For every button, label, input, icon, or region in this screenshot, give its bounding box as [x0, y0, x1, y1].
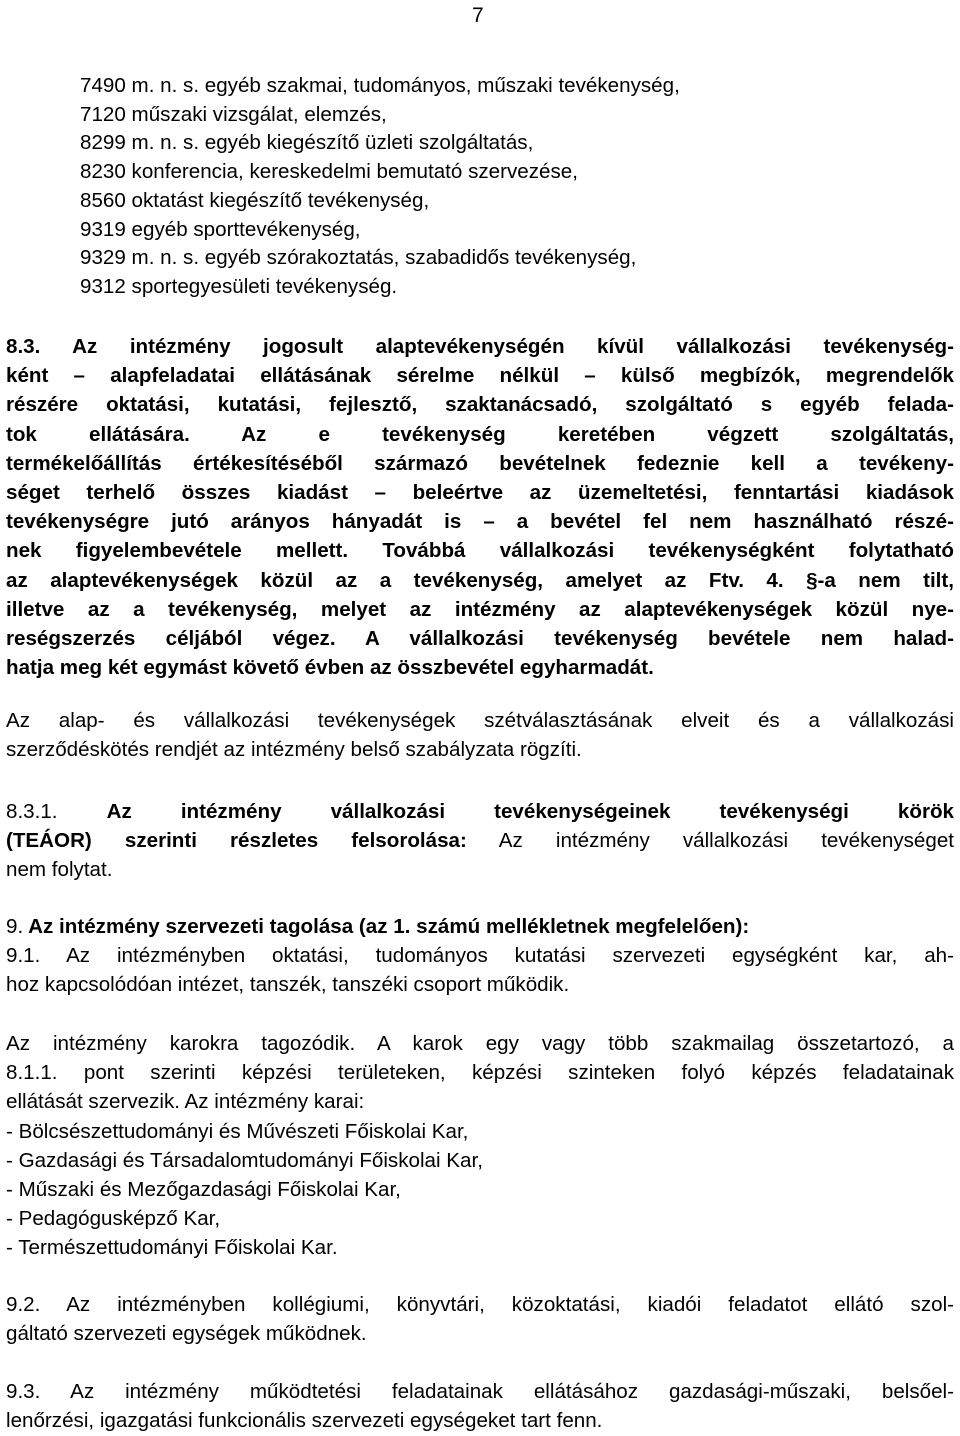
code-list-item: 7120 műszaki vizsgálat, elemzés,	[80, 102, 387, 126]
section-8-3-line: az alaptevékenységek közül az a tevékenység, amelyet az Ftv. 4. §-a nem tilt,	[6, 568, 954, 592]
section-8-3	[6, 332, 954, 682]
section-8-3-1-line-3: nem folytat.	[6, 858, 113, 882]
code-list-item: 8230 konferencia, kereskedelmi bemutató szervezése,	[80, 160, 578, 184]
section-8-3-1-line-1	[6, 797, 954, 826]
section-9-title: Az intézmény szervezeti tagolása (az 1. számú mellékletnek megfelelően):	[23, 915, 750, 938]
faculties-intro	[6, 1029, 954, 1263]
section-9-3-line: 9.3. Az intézmény működtetési feladatainak ellátásához gazdasági-műszaki, belsőel-	[6, 1380, 954, 1403]
section-9-1-line: hoz kapcsolódóan intézet, tanszék, tanszéki csoport működik.	[6, 973, 570, 997]
section-8-3-1	[6, 797, 954, 885]
section-8-3-1-text: Az intézmény vállalkozási tevékenységet	[466, 829, 954, 853]
section-8-3-line: ként – alapfeladatai ellátásának sérelme nélkül – külső megbízók, megrendelők	[6, 364, 954, 388]
section-9-2	[6, 1290, 954, 1348]
section-8-3-line: tok ellátására. Az e tevékenység keretében végzett szolgáltatás,	[6, 422, 954, 446]
code-list	[80, 72, 940, 302]
section-9-heading	[6, 912, 954, 941]
section-8-3-line: séget terhelő összes kiadást – beleértve az üzemeltetési, fenntartási kiadások	[6, 481, 954, 505]
code-list-item: 9329 m. n. s. egyéb szórakoztatás, szabadidős tevékenység,	[80, 246, 637, 270]
section-8-3-line-1	[6, 332, 954, 361]
code-list-item: 9319 egyéb sporttevékenység,	[80, 217, 361, 241]
section-8-3-line: részére oktatási, kutatási, fejlesztő, szaktanácsadó, szolgáltató s egyéb felada-	[6, 393, 954, 417]
faculty-item: - Pedagógusképző Kar,	[6, 1207, 221, 1231]
section-8-3-text: Az intézmény jogosult alaptevékenységén kívül vállalkozási tevékenység-	[72, 335, 954, 358]
section-8-3-1-title-cont: (TEÁOR) szerinti részletes felsorolása:	[6, 829, 467, 853]
section-8-3-line: reségszerzés céljából végez. A vállalkozási tevékenység bevétele nem halad-	[6, 627, 954, 651]
section-8-3-line: termékelőállítás értékesítéséből származó bevételnek fedeznie kell a tevékeny-	[6, 451, 954, 475]
faculty-item: - Bölcsészettudományi és Művészeti Főiskolai Kar,	[6, 1119, 469, 1143]
section-8-3-1-number: 8.3.1.	[6, 800, 58, 823]
faculties-intro-line: 8.1.1. pont szerinti képzési területeken, képzési szinteken folyó képzés feladatainak	[6, 1061, 954, 1085]
section-8-3-line: illetve az a tevékenység, melyet az intézmény az alaptevékenységek közül nye-	[6, 597, 954, 621]
page-number: 7	[472, 4, 484, 27]
section-9-2-line: 9.2. Az intézményben kollégiumi, könyvtári, közoktatási, kiadói feladatot ellátó szol-	[6, 1293, 954, 1316]
code-list-item: 8299 m. n. s. egyéb kiegészítő üzleti szolgáltatás,	[80, 131, 534, 155]
faculty-item: - Műszaki és Mezőgazdasági Főiskolai Kar,	[6, 1178, 401, 1202]
faculty-item: - Gazdasági és Társadalomtudományi Főiskolai Kar,	[6, 1148, 483, 1172]
section-8-3-line: nek figyelembevétele mellett. Továbbá vállalkozási tevékenységként folytatható	[6, 539, 954, 563]
section-8-3-line: tevékenységre jutó arányos hányadát is – a bevétel fel nem használható részé-	[6, 510, 954, 534]
section-9-2-line: gáltató szervezeti egységek működnek.	[6, 1322, 367, 1346]
faculties-intro-line: ellátását szervezik. Az intézmény karai:	[6, 1090, 365, 1114]
faculties-intro-line: Az intézmény karokra tagozódik. A karok egy vagy több szakmailag összetartozó, a	[6, 1032, 954, 1055]
code-list-item: 8560 oktatást kiegészítő tevékenység,	[80, 188, 430, 212]
code-list-item: 7490 m. n. s. egyéb szakmai, tudományos, műszaki tevékenység,	[80, 74, 680, 97]
separation-line: szerződéskötés rendjét az intézmény belső szabályzata rögzíti.	[6, 738, 582, 762]
code-list-item: 9312 sportegyesületi tevékenység.	[80, 274, 398, 298]
faculty-item: - Természettudományi Főiskolai Kar.	[6, 1236, 338, 1260]
section-8-3-line: hatja meg két egymást követő évben az összbevétel egyharmadát.	[6, 656, 654, 680]
section-8-3-1-line-2	[6, 826, 954, 855]
section-8-3-1-title: Az intézmény vállalkozási tevékenységeinek tevékenységi körök	[106, 800, 954, 823]
separation-paragraph	[6, 706, 954, 764]
section-9-3-line: lenőrzési, igazgatási funkcionális szervezeti egységeket tart fenn.	[6, 1409, 603, 1433]
separation-line: Az alap- és vállalkozási tevékenységek szétválasztásának elveit és a vállalkozási	[6, 709, 954, 732]
section-8-3-number: 8.3.	[6, 335, 41, 358]
section-9-number: 9.	[6, 915, 24, 938]
section-9-1-line: 9.1. Az intézményben oktatási, tudományos kutatási szervezeti egységként kar, ah-	[6, 944, 954, 968]
section-9	[6, 912, 954, 1000]
section-9-3	[6, 1377, 954, 1435]
